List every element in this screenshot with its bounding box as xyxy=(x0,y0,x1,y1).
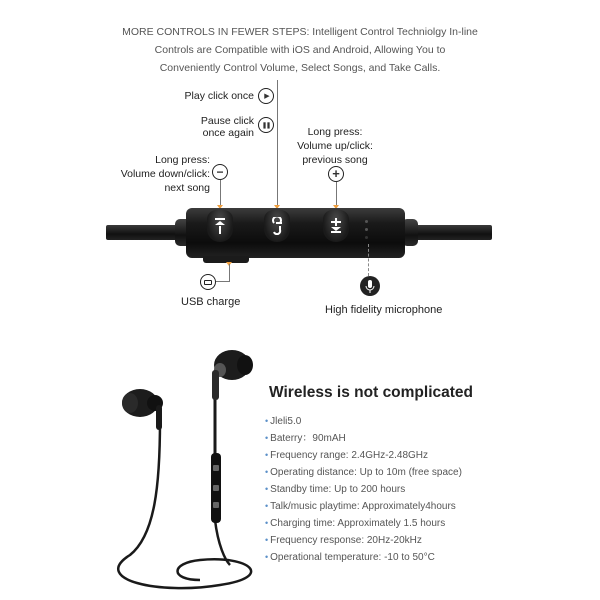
plus-icon: + xyxy=(328,166,344,182)
spec-item: • Frequency range: 2.4GHz-2.48GHz xyxy=(265,450,429,461)
mic-hole xyxy=(365,236,368,239)
plus-next-icon xyxy=(330,218,342,234)
prev-vol-down-icon xyxy=(214,218,226,234)
volume-up-label: Long press: Volume up/click: previous song xyxy=(297,126,373,166)
connector-line-center xyxy=(277,80,278,206)
intro-text xyxy=(0,23,600,77)
intro-line-2: Controls are Compatible with iOS and Android, Allowing You to xyxy=(154,44,446,56)
spec-item: • Baterry：90mAH xyxy=(265,433,346,444)
microphone-label: High fidelity microphone xyxy=(325,304,443,316)
spec-item: • Operational temperature: -10 to 50°C xyxy=(265,552,435,563)
spec-item: • Talk/music playtime: Approximately4hours xyxy=(265,501,456,512)
power-play-icon xyxy=(270,217,284,235)
volume-down-label: Long press: Volume down/click: next song xyxy=(120,154,210,194)
connector-line-usb-h xyxy=(216,281,230,282)
specs-title: Wireless is not complicated xyxy=(269,384,474,401)
mic-hole xyxy=(365,220,368,223)
remote-button-volume-up[interactable] xyxy=(323,210,349,242)
spec-item: • Frequency response: 20Hz-20kHz xyxy=(265,535,422,546)
intro-line-3: Conveniently Control Volume, Select Songs, and Take Calls. xyxy=(159,62,441,74)
play-label: Play click once xyxy=(184,90,254,102)
intro-line-1: MORE CONTROLS IN FEWER STEPS: Intelligent Control Techniolgy In-line xyxy=(122,26,478,38)
usb-charge-label: USB charge xyxy=(181,296,241,308)
spec-item: • Charging time: Approximately 1.5 hours xyxy=(265,518,446,529)
spec-item: • Standby time: Up to 200 hours xyxy=(265,484,406,495)
cable-left xyxy=(106,225,182,240)
spec-item: • Operating distance: Up to 10m (free space) xyxy=(265,467,462,478)
pause-label: Pause click once again xyxy=(200,115,254,139)
minus-icon: − xyxy=(212,164,228,180)
connector-line-usb xyxy=(229,264,230,282)
connector-line-right xyxy=(336,182,337,206)
pause-icon: ❚❚ xyxy=(258,117,274,133)
play-icon: ▶ xyxy=(258,88,274,104)
cable-right xyxy=(414,225,492,240)
spec-item: • Jleli5.0 xyxy=(265,416,302,427)
connector-line-mic xyxy=(368,244,369,276)
mic-hole xyxy=(365,228,368,231)
usb-icon xyxy=(200,274,216,290)
remote-button-play-pause[interactable] xyxy=(264,210,290,242)
earphones-image xyxy=(100,345,270,595)
remote-button-volume-down[interactable] xyxy=(207,210,233,242)
microphone-icon xyxy=(360,276,380,296)
connector-line-left xyxy=(220,180,221,206)
